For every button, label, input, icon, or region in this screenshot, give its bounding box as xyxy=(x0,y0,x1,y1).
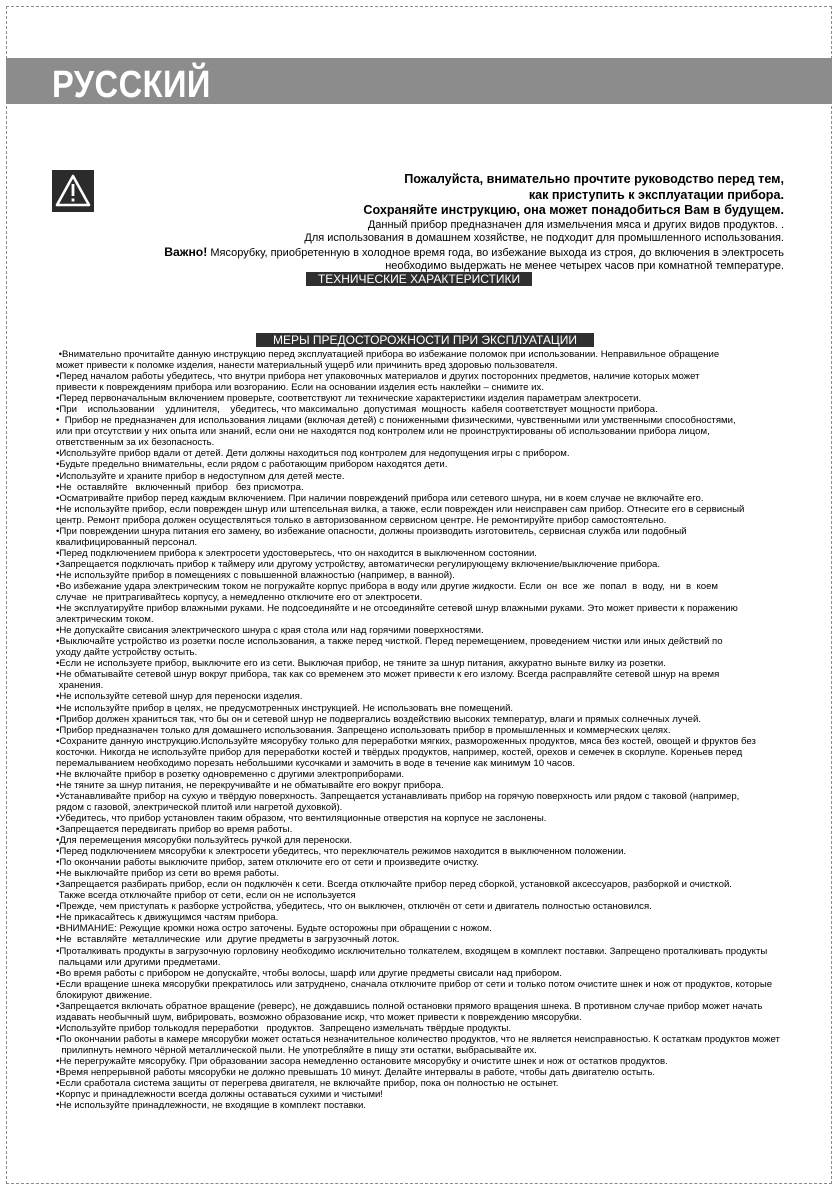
rule-line: •Не используйте принадлежности, не входящие в комплект поставки. xyxy=(56,1100,366,1112)
warning-intro xyxy=(110,172,784,273)
rule-line: •Если сработала система защиты от перегрева двигателя, не включайте прибор, пока он полностью не остынет. xyxy=(56,1078,559,1090)
rule-line: рядом с газовой, электрической плитой или нагретой духовкой). xyxy=(56,801,343,813)
rule-line: косточки. Никогда не используйте прибор для переработки костей и твёрдых продуктов, например, костей, орехов и семечек в скорлупе. Кореньев перед xyxy=(56,746,743,758)
rule-line: •Не используйте прибор, если поврежден шнур или штепсельная вилка, а также, если поврежден или неисправен сам прибор. Отнесите его в сервисный xyxy=(56,503,745,515)
rule-line: •Не эксплуатируйте прибор влажными руками. Не подсоединяйте и не отсоединяйте сетевой шнур влажными руками. Это может привести к поражению xyxy=(56,603,738,615)
important-text-cont: необходимо выдержать не менее четырех часов при комнатной температуре. xyxy=(385,260,784,272)
rule-line: блокируют движение. xyxy=(56,989,153,1001)
rule-line: Также всегда отключайте прибор от сети, если он не используется xyxy=(56,890,356,902)
intro-line: Для использования в домашнем хозяйстве, не подходит для промышленного использования. xyxy=(304,232,784,245)
rule-line: •Перед первоначальным включением проверьте, соответствуют ли технические характеристики изделия параметрам электросети. xyxy=(56,393,642,405)
rule-line: •Перед подключением мясорубки к электросети убедитесь, что переключатель режимов находится в выключенном положении. xyxy=(56,846,627,858)
rule-line: •Запрещается включать обратное вращение (реверс), не дождавшись полной остановки прямого вращения шнека. В противном случае прибор может начать xyxy=(56,1000,763,1012)
rule-line: •Если вращение шнека мясорубки прекратилось или затруднено, сначала отключите прибор от сети и только потом очистите шнек и нож от продуктов, которые xyxy=(56,978,773,990)
rule-line: •Устанавливайте прибор на сухую и твёрдую поверхность. Запрещается устанавливать прибор на горячую поверхность или рядом с таковой (например, xyxy=(56,790,740,802)
rule-line: •Перед подключением прибора к электросети удостоверьтесь, что он находится в выключенном состоянии. xyxy=(56,547,537,559)
rule-line: •Не используйте прибор в целях, не предусмотренных инструкцией. Не использовать вне помещений. xyxy=(56,702,514,714)
rule-line: •Не используйте прибор в помещениях с повышенной влажностью (например, в ванной). xyxy=(56,569,455,581)
rule-line: •Прибор предназначен только для домашнего использования. Запрещено использовать прибор в промышленных и коммерческих целях. xyxy=(56,724,671,736)
rule-line: •Запрещается разбирать прибор, если он подключён к сети. Всегда отключайте прибор перед сборкой, установкой аксессуаров, разборкой и очисткой. xyxy=(56,879,732,891)
rule-line: •Используйте прибор толькодля переработки продуктов. Запрещено измельчать твёрдые продукты. xyxy=(56,1022,512,1034)
rule-line: •Выключайте устройство из розетки после использования, а также перед чисткой. Перед перемещением, проведением чистки или иных действий по xyxy=(56,636,723,648)
rule-line: •Не обматывайте сетевой шнур вокруг прибора, так как со временем это может привести к его излому. Всегда расправляйте сетевой шнур на время xyxy=(56,669,720,681)
rule-line: •Внимательно прочитайте данную инструкцию перед эксплуатацией прибора во избежание поломок при использовании. Неправильное обращение xyxy=(56,349,720,360)
rule-line: квалифицированный персонал. xyxy=(56,536,198,548)
rule-line: уходу дайте устройству остыть. xyxy=(56,647,198,659)
rule-line: •Проталкивать продукты в загрузочную горловину необходимо исключительно толкателем, входящем в комплект поставки. Запрещено проталкивать продукты xyxy=(56,945,768,957)
rule-line: •Не допускайте свисания электрического шнура с края стола или над горячими поверхностями. xyxy=(56,625,484,637)
safety-rules-list xyxy=(56,349,804,1111)
page-title: РУССКИЙ xyxy=(52,64,211,106)
rule-line: •Во время работы с прибором не допускайте, чтобы волосы, шарф или другие предметы свисали над прибором. xyxy=(56,967,562,979)
rule-line: •Используйте прибор вдали от детей. Дети должны находиться под контролем для недопущения игры с прибором. xyxy=(56,448,570,460)
important-text: Мясорубку, приобретенную в холодное время года, во избежание выхода из строя, до включения в электросеть xyxy=(207,246,784,259)
rule-line: •Во избежание удара электрическим током не погружайте корпус прибора в воду или другие жидкости. Если он все же попал в воду, ни в коем xyxy=(56,580,719,592)
rule-line: •По окончании работы в камере мясорубки может остаться незначительное количество продуктов, что не является неисправностью. К остаткам продуктов может xyxy=(56,1033,780,1045)
rule-line: или при отсутствии у них опыта или знаний, если они не находятся под контролем или не проинструктированы об использовании прибора лицом, xyxy=(56,426,710,438)
important-note xyxy=(110,246,784,260)
rule-line: •По окончании работы выключите прибор, затем отключите его от сети и произведите очистку. xyxy=(56,857,479,869)
rule-line: • Прибор не предназначен для использования лицами (включая детей) с пониженными физическими, чувственными или умственными способностями, xyxy=(56,415,736,427)
safety-section-title: МЕРЫ ПРЕДОСТОРОЖНОСТИ ПРИ ЭКСПЛУАТАЦИИ xyxy=(256,333,594,347)
rule-line: •Запрещается передвигать прибор во время работы. xyxy=(56,824,293,836)
rule-line: •Для перемещения мясорубки пользуйтесь ручкой для переноски. xyxy=(56,835,353,847)
rule-line: •Перед началом работы убедитесь, что внутри прибора нет упаковочных материалов и других посторонних предметов, наличие которых может xyxy=(56,371,700,383)
rule-line: •Не тяните за шнур питания, не перекручивайте и не обматывайте его вокруг прибора. xyxy=(56,779,444,791)
rule-line: •Время непрерывной работы мясорубки не должно превышать 10 минут. Делайте интервалы в работе, чтобы дать двигателю остыть. xyxy=(56,1067,655,1079)
rule-line: •Не включайте прибор в розетку одновременно с другими электроприборами. xyxy=(56,768,404,780)
rule-line: •Запрещается подключать прибор к таймеру или другому устройству, автоматически регулирующему включение/выключение прибора. xyxy=(56,558,661,570)
rule-line: •Не оставляйте включенный прибор без присмотра. xyxy=(56,481,304,493)
warning-triangle-icon xyxy=(52,170,94,212)
intro-line: Данный прибор предназначен для измельчения мяса и других видов продуктов. . xyxy=(367,218,784,231)
rule-line: пальцами или другими предметами. xyxy=(56,956,221,968)
intro-line: как приступить к эксплуатации прибора. xyxy=(528,187,784,202)
rule-line: •Сохраните данную инструкцию.Используйте мясорубку только для переработки мягких, размороженных продуктов, мяса без костей, овощей и фруктов без xyxy=(56,735,756,747)
rule-line: •Прибор должен храниться так, что бы он и сетевой шнур не подвергались воздействию высоких температур, влаги и прямых солнечных лучей. xyxy=(56,713,701,725)
rule-line: •Если не используете прибор, выключите его из сети. Выключая прибор, не тяните за шнур питания, аккуратно выньте вилку из розетки. xyxy=(56,658,666,670)
rule-line: •Не прикасайтесь к движущимся частям прибора. xyxy=(56,912,279,924)
rule-line: ответственным за их безопасность. xyxy=(56,437,215,449)
rule-line: перемалыванием необходимо порезать небольшими кусочками и замочить в воде в течение как минимум 10 часов. xyxy=(56,757,576,769)
rule-line: случае не притрагивайтесь корпусу, а немедленно отключите его от электросети. xyxy=(56,592,423,604)
rule-line: •Будьте предельно внимательны, если рядом с работающим прибором находятся дети. xyxy=(56,459,448,471)
rule-line: центр. Ремонт прибора должен осуществляться только в авторизованном сервисном центре. Не ремонтируйте прибор самостоятельно. xyxy=(56,514,667,526)
intro-line: Сохраняйте инструкцию, она может понадобиться Вам в будущем. xyxy=(363,203,784,218)
rule-line: •Осматривайте прибор перед каждым включением. При наличии повреждений прибора или сетевого шнура, ни в коем случае не включайте его. xyxy=(56,492,704,504)
rule-line: •Прежде, чем приступать к разборке устройства, убедитесь, что он выключен, отключён от сети и двигатель полностью остановился. xyxy=(56,901,652,913)
rule-line: издавать необычный шум, вибрировать, возможно образование искр, что может привести к повреждению мясорубки. xyxy=(56,1011,582,1023)
important-label: Важно! xyxy=(164,244,208,259)
rule-line: •Корпус и принадлежности всегда должны оставаться сухими и чистыми! xyxy=(56,1089,383,1101)
rule-line: •Не вставляйте металлические или другие предметы в загрузочный лоток. xyxy=(56,934,400,946)
rule-line: •Используйте и храните прибор в недоступном для детей месте. xyxy=(56,470,345,482)
rule-line: может привести к поломке изделия, нанести материальный ущерб или причинить вред здоровью пользователя. xyxy=(56,360,558,372)
intro-line: Пожалуйста, внимательно прочтите руководство перед тем, xyxy=(404,172,784,186)
rule-line: хранения. xyxy=(56,680,104,692)
rule-line: электрическим током. xyxy=(56,614,154,626)
rule-line: привести к повреждениям прибора или возгоранию. Если на основании изделия есть наклейки – снимите их. xyxy=(56,382,545,394)
rule-line: •Не перегружайте мясорубку. При образовании засора немедленно остановите мясорубку и очистите шнек и нож от остатков продуктов. xyxy=(56,1056,668,1067)
rule-line: прилипнуть немного чёрной металлической пыли. Не употребляйте в пищу эти остатки, выбрасывайте их. xyxy=(56,1044,537,1056)
rule-line: •Не используйте сетевой шнур для переноски изделия. xyxy=(56,691,303,703)
specs-section-title: ТЕХНИЧЕСКИЕ ХАРАКТЕРИСТИКИ xyxy=(306,272,532,286)
rule-line: •Не выключайте прибор из сети во время работы. xyxy=(56,868,279,880)
rule-line: •ВНИМАНИЕ: Режущие кромки ножа остро заточены. Будьте осторожны при обращении с ножом. xyxy=(56,923,492,935)
rule-line: •При повреждении шнура питания его замену, во избежание опасности, должны производить изготовитель, сервисная служба или подобный xyxy=(56,525,687,537)
rule-line: •Убедитесь, что прибор установлен таким образом, что вентиляционные отверстия на корпусе не заслонены. xyxy=(56,812,547,824)
rule-line: •При использовании удлинителя, убедитесь, что максимально допустимая мощность кабеля соответствует мощности прибора. xyxy=(56,404,658,416)
